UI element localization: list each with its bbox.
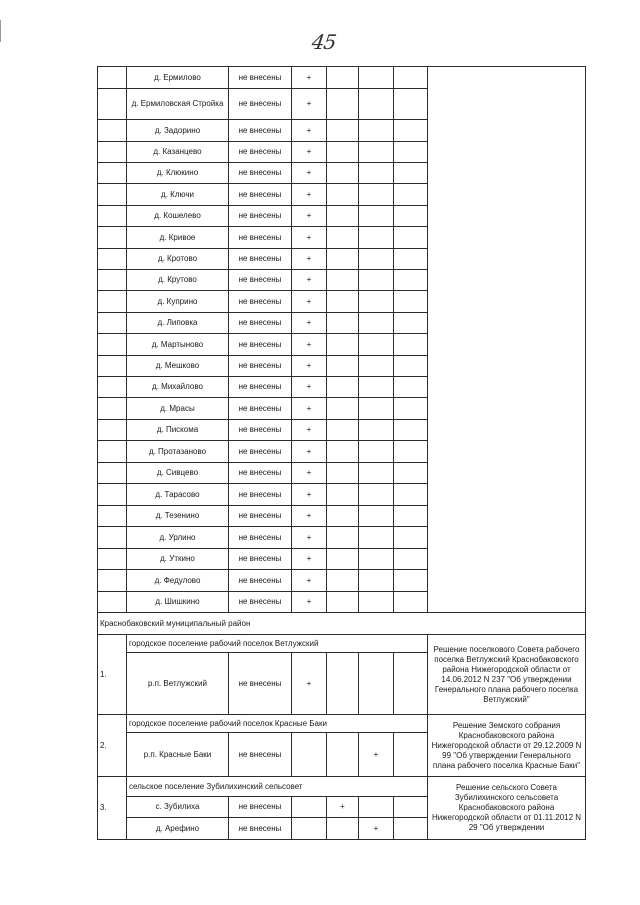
mark-cell bbox=[327, 484, 359, 506]
settlement-name-cell: д. Куприно bbox=[127, 291, 229, 313]
settlement-name-cell: д. Мешково bbox=[127, 356, 229, 377]
settlement-name-cell: д. Сивцево bbox=[127, 463, 229, 484]
mark-cell bbox=[327, 549, 359, 570]
settlement-title: городское поселение рабочий поселок Ветлужский bbox=[127, 635, 428, 653]
changes-status-cell: не внесены bbox=[229, 377, 292, 398]
mark-cell bbox=[359, 506, 394, 527]
mark-cell: + bbox=[292, 377, 327, 398]
mark-cell: + bbox=[292, 441, 327, 463]
mark-cell bbox=[327, 227, 359, 249]
margin-mark bbox=[0, 20, 5, 42]
mark-cell bbox=[359, 797, 394, 818]
mark-cell bbox=[394, 441, 428, 463]
mark-cell bbox=[327, 653, 359, 715]
mark-cell bbox=[359, 142, 394, 163]
row-number-cell bbox=[98, 120, 127, 142]
mark-cell bbox=[394, 549, 428, 570]
mark-cell: + bbox=[292, 291, 327, 313]
mark-cell: + bbox=[292, 163, 327, 184]
mark-cell bbox=[359, 227, 394, 249]
row-number-cell bbox=[98, 163, 127, 184]
mark-cell: + bbox=[292, 227, 327, 249]
mark-cell bbox=[394, 67, 428, 89]
mark-cell bbox=[327, 733, 359, 777]
mark-cell bbox=[394, 506, 428, 527]
mark-cell bbox=[327, 163, 359, 184]
district-row bbox=[98, 613, 586, 635]
section-number: 1. bbox=[98, 635, 127, 715]
changes-status-cell: не внесены bbox=[229, 142, 292, 163]
settlement-name-cell: д. Протазаново bbox=[127, 441, 229, 463]
row-number-cell bbox=[98, 334, 127, 356]
mark-cell bbox=[359, 420, 394, 441]
settlement-name-cell: д. Задорино bbox=[127, 120, 229, 142]
mark-cell bbox=[327, 334, 359, 356]
mark-cell bbox=[327, 120, 359, 142]
changes-status-cell: не внесены bbox=[229, 484, 292, 506]
mark-cell bbox=[327, 463, 359, 484]
mark-cell bbox=[327, 527, 359, 549]
mark-cell: + bbox=[292, 89, 327, 120]
mark-cell: + bbox=[292, 334, 327, 356]
row-number-cell bbox=[98, 313, 127, 334]
decision-cell: Решение поселкового Совета рабочего поселка Ветлужский Краснобаковского района Нижегородской области от 14.06.2012 N 237 "Об утверждении Генерального плана рабочего поселка Ветлужский" bbox=[428, 635, 586, 715]
mark-cell bbox=[327, 506, 359, 527]
mark-cell: + bbox=[292, 142, 327, 163]
mark-cell bbox=[359, 356, 394, 377]
changes-status-cell: не внесены bbox=[229, 89, 292, 120]
settlement-name-cell: д. Ключи bbox=[127, 184, 229, 206]
section-header-row bbox=[98, 777, 586, 797]
mark-cell bbox=[327, 398, 359, 420]
row-number-cell bbox=[98, 67, 127, 89]
settlement-name-cell: д. Кривое bbox=[127, 227, 229, 249]
row-number-cell bbox=[98, 89, 127, 120]
mark-cell bbox=[327, 818, 359, 840]
mark-cell: + bbox=[292, 653, 327, 715]
district-name: Краснобаковский муниципальный район bbox=[98, 613, 586, 635]
row-number-cell bbox=[98, 356, 127, 377]
mark-cell bbox=[394, 142, 428, 163]
settlement-name-cell: д. Ермиловская Стройка bbox=[127, 89, 229, 120]
mark-cell bbox=[394, 249, 428, 270]
row-number-cell bbox=[98, 420, 127, 441]
mark-cell bbox=[394, 527, 428, 549]
settlement-name-cell: с. Зубилиха bbox=[127, 797, 229, 818]
changes-status-cell: не внесены bbox=[229, 163, 292, 184]
mark-cell bbox=[394, 797, 428, 818]
mark-cell bbox=[327, 142, 359, 163]
mark-cell bbox=[394, 89, 428, 120]
mark-cell bbox=[359, 441, 394, 463]
mark-cell: + bbox=[292, 527, 327, 549]
settlement-name-cell: д. Урлино bbox=[127, 527, 229, 549]
section-number: 2. bbox=[98, 715, 127, 777]
row-number-cell bbox=[98, 142, 127, 163]
mark-cell bbox=[394, 313, 428, 334]
mark-cell bbox=[292, 797, 327, 818]
row-number-cell bbox=[98, 506, 127, 527]
mark-cell bbox=[394, 398, 428, 420]
changes-status-cell: не внесены bbox=[229, 334, 292, 356]
decision-cell: Решение Земского собрания Краснобаковского района Нижегородской области от 29.12.2009 N 99 "Об утверждении Генерального плана рабочего поселка Красные Баки" bbox=[428, 715, 586, 777]
row-number-cell bbox=[98, 549, 127, 570]
mark-cell: + bbox=[292, 206, 327, 227]
changes-status-cell: не внесены bbox=[229, 313, 292, 334]
section-header-row bbox=[98, 635, 586, 653]
mark-cell: + bbox=[292, 67, 327, 89]
mark-cell bbox=[394, 653, 428, 715]
mark-cell: + bbox=[292, 570, 327, 592]
mark-cell: + bbox=[292, 484, 327, 506]
changes-status-cell: не внесены bbox=[229, 120, 292, 142]
row-number-cell bbox=[98, 249, 127, 270]
section-number: 3. bbox=[98, 777, 127, 840]
mark-cell bbox=[327, 89, 359, 120]
changes-status-cell: не внесены bbox=[229, 227, 292, 249]
mark-cell bbox=[359, 377, 394, 398]
mark-cell bbox=[327, 356, 359, 377]
mark-cell bbox=[394, 592, 428, 613]
decision-cell: Решение сельского Совета Зубилихинского сельсовета Краснобаковского района Нижегородской области от 01.11.2012 N 29 "Об утверждении bbox=[428, 777, 586, 840]
settlement-name-cell: р.п. Красные Баки bbox=[127, 733, 229, 777]
mark-cell bbox=[359, 120, 394, 142]
mark-cell: + bbox=[292, 313, 327, 334]
row-number-cell bbox=[98, 570, 127, 592]
mark-cell bbox=[394, 291, 428, 313]
mark-cell bbox=[394, 377, 428, 398]
mark-cell bbox=[359, 484, 394, 506]
mark-cell bbox=[359, 67, 394, 89]
mark-cell bbox=[394, 227, 428, 249]
mark-cell bbox=[327, 270, 359, 291]
mark-cell bbox=[394, 484, 428, 506]
mark-cell: + bbox=[292, 249, 327, 270]
settlement-name-cell: д. Клюкино bbox=[127, 163, 229, 184]
row-number-cell bbox=[98, 270, 127, 291]
mark-cell bbox=[292, 733, 327, 777]
mark-cell: + bbox=[292, 549, 327, 570]
mark-cell: + bbox=[292, 592, 327, 613]
row-number-cell bbox=[98, 184, 127, 206]
settlement-name-cell: д. Арефино bbox=[127, 818, 229, 840]
table-row bbox=[98, 67, 586, 89]
changes-status-cell: не внесены bbox=[229, 184, 292, 206]
mark-cell bbox=[327, 570, 359, 592]
changes-status-cell: не внесены bbox=[229, 733, 292, 777]
mark-cell bbox=[394, 420, 428, 441]
row-number-cell bbox=[98, 291, 127, 313]
changes-status-cell: не внесены bbox=[229, 356, 292, 377]
mark-cell bbox=[327, 420, 359, 441]
settlement-name-cell: р.п. Ветлужский bbox=[127, 653, 229, 715]
mark-cell bbox=[292, 818, 327, 840]
mark-cell bbox=[394, 184, 428, 206]
mark-cell bbox=[359, 206, 394, 227]
mark-cell bbox=[327, 67, 359, 89]
settlement-name-cell: д. Мрасы bbox=[127, 398, 229, 420]
settlement-name-cell: д. Крутово bbox=[127, 270, 229, 291]
mark-cell bbox=[359, 184, 394, 206]
mark-cell bbox=[327, 592, 359, 613]
mark-cell bbox=[327, 377, 359, 398]
changes-status-cell: не внесены bbox=[229, 570, 292, 592]
settlement-title: городское поселение рабочий поселок Красные Баки bbox=[127, 715, 428, 733]
mark-cell bbox=[359, 592, 394, 613]
section-header-row bbox=[98, 715, 586, 733]
settlement-name-cell: д. Мартыново bbox=[127, 334, 229, 356]
settlement-name-cell: д. Пискома bbox=[127, 420, 229, 441]
row-number-cell bbox=[98, 398, 127, 420]
settlement-name-cell: д. Тезенино bbox=[127, 506, 229, 527]
mark-cell: + bbox=[292, 506, 327, 527]
settlement-name-cell: д. Михайлово bbox=[127, 377, 229, 398]
mark-cell bbox=[394, 733, 428, 777]
mark-cell bbox=[359, 463, 394, 484]
row-number-cell bbox=[98, 206, 127, 227]
row-number-cell bbox=[98, 527, 127, 549]
changes-status-cell: не внесены bbox=[229, 653, 292, 715]
mark-cell bbox=[394, 206, 428, 227]
changes-status-cell: не внесены bbox=[229, 206, 292, 227]
mark-cell bbox=[359, 570, 394, 592]
mark-cell bbox=[327, 184, 359, 206]
changes-status-cell: не внесены bbox=[229, 441, 292, 463]
changes-status-cell: не внесены bbox=[229, 506, 292, 527]
mark-cell bbox=[394, 163, 428, 184]
mark-cell bbox=[359, 527, 394, 549]
mark-cell bbox=[359, 270, 394, 291]
changes-status-cell: не внесены bbox=[229, 67, 292, 89]
settlement-name-cell: д. Кошелево bbox=[127, 206, 229, 227]
mark-cell bbox=[359, 291, 394, 313]
mark-cell bbox=[327, 313, 359, 334]
mark-cell bbox=[327, 291, 359, 313]
mark-cell: + bbox=[292, 398, 327, 420]
changes-status-cell: не внесены bbox=[229, 592, 292, 613]
settlement-name-cell: д. Кротово bbox=[127, 249, 229, 270]
settlement-name-cell: д. Казанцево bbox=[127, 142, 229, 163]
mark-cell: + bbox=[359, 733, 394, 777]
mark-cell: + bbox=[359, 818, 394, 840]
mark-cell bbox=[394, 570, 428, 592]
mark-cell bbox=[359, 549, 394, 570]
row-number-cell bbox=[98, 377, 127, 398]
mark-cell: + bbox=[292, 184, 327, 206]
mark-cell: + bbox=[292, 120, 327, 142]
mark-cell bbox=[394, 120, 428, 142]
settlement-title: сельское поселение Зубилихинский сельсовет bbox=[127, 777, 428, 797]
mark-cell bbox=[359, 249, 394, 270]
settlement-name-cell: д. Федулово bbox=[127, 570, 229, 592]
mark-cell bbox=[359, 89, 394, 120]
decision-cell bbox=[428, 67, 586, 613]
settlement-name-cell: д. Ермилово bbox=[127, 67, 229, 89]
row-number-cell bbox=[98, 484, 127, 506]
mark-cell bbox=[394, 356, 428, 377]
mark-cell bbox=[359, 653, 394, 715]
changes-status-cell: не внесены bbox=[229, 398, 292, 420]
row-number-cell bbox=[98, 592, 127, 613]
mark-cell bbox=[394, 270, 428, 291]
mark-cell: + bbox=[292, 356, 327, 377]
settlement-name-cell: д. Липовка bbox=[127, 313, 229, 334]
settlement-name-cell: д. Уткино bbox=[127, 549, 229, 570]
mark-cell bbox=[394, 334, 428, 356]
row-number-cell bbox=[98, 227, 127, 249]
mark-cell: + bbox=[327, 797, 359, 818]
mark-cell bbox=[394, 463, 428, 484]
mark-cell bbox=[359, 334, 394, 356]
settlement-name-cell: д. Шишкино bbox=[127, 592, 229, 613]
changes-status-cell: не внесены bbox=[229, 249, 292, 270]
changes-status-cell: не внесены bbox=[229, 291, 292, 313]
changes-status-cell: не внесены bbox=[229, 527, 292, 549]
row-number-cell bbox=[98, 463, 127, 484]
changes-status-cell: не внесены bbox=[229, 818, 292, 840]
mark-cell bbox=[359, 313, 394, 334]
settlements-table bbox=[97, 66, 586, 840]
mark-cell: + bbox=[292, 463, 327, 484]
changes-status-cell: не внесены bbox=[229, 463, 292, 484]
changes-status-cell: не внесены bbox=[229, 549, 292, 570]
mark-cell bbox=[359, 163, 394, 184]
mark-cell bbox=[394, 818, 428, 840]
changes-status-cell: не внесены bbox=[229, 270, 292, 291]
mark-cell: + bbox=[292, 420, 327, 441]
mark-cell bbox=[359, 398, 394, 420]
row-number-cell bbox=[98, 441, 127, 463]
mark-cell bbox=[327, 249, 359, 270]
changes-status-cell: не внесены bbox=[229, 797, 292, 818]
page-number: 45 bbox=[310, 30, 338, 54]
mark-cell bbox=[327, 441, 359, 463]
settlement-name-cell: д. Тарасово bbox=[127, 484, 229, 506]
mark-cell: + bbox=[292, 270, 327, 291]
mark-cell bbox=[327, 206, 359, 227]
changes-status-cell: не внесены bbox=[229, 420, 292, 441]
